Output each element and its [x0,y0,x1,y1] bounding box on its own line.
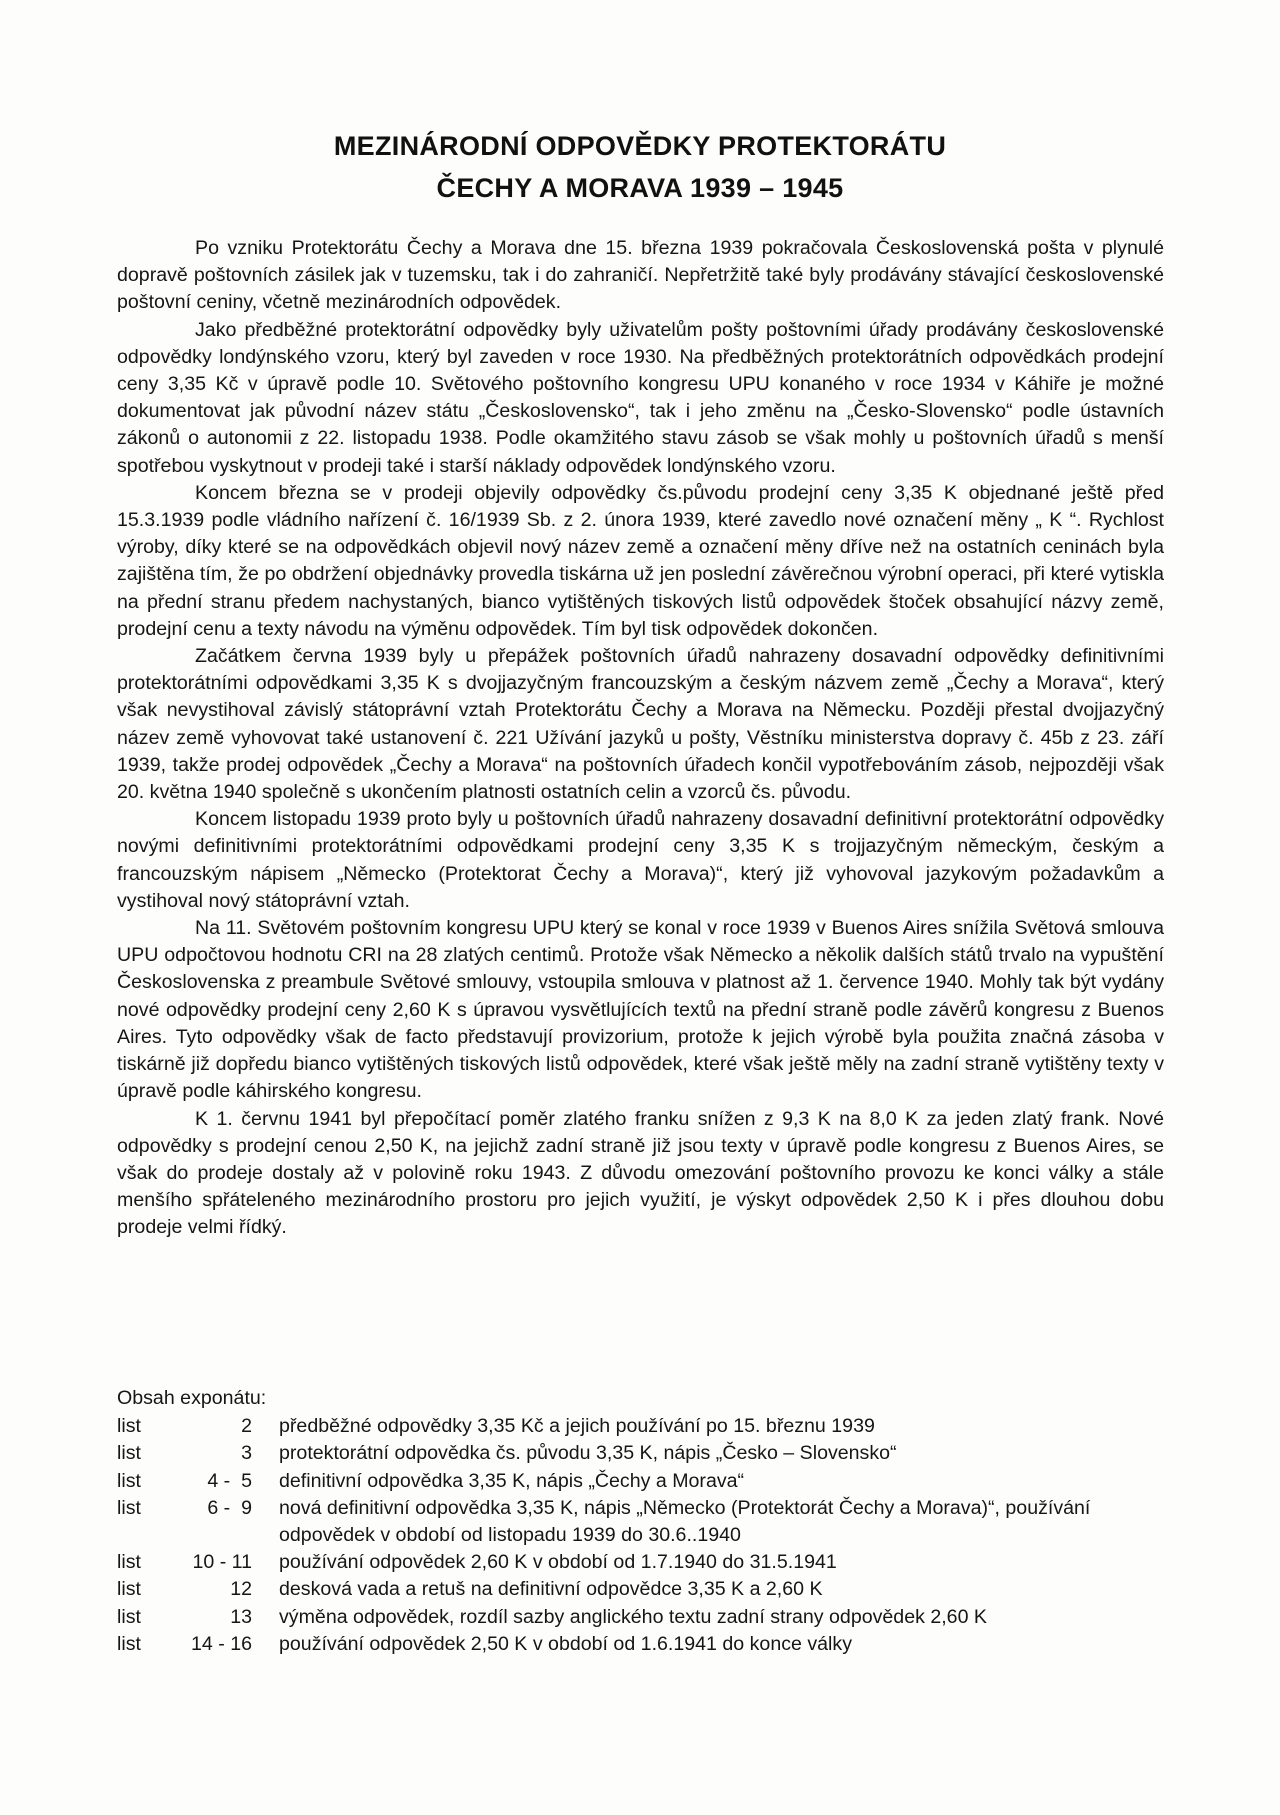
contents-row [117,1576,1177,1603]
row-sheets: 12 [230,1578,252,1601]
row-description: používání odpovědek 2,60 K v období od 1.7.1940 do 31.5.1941 [279,1551,837,1574]
paragraph: Koncem listopadu 1939 proto byly u poštovních úřadů nahrazeny dosavadní definitivní protektorátní odpovědky novými definitivními protektorátními odpovědkami prodejní ceny 3,35 K s trojjazyčným německým, českým a francouzským nápisem „Německo (Protektorat Čechy a Morava)“, který již vyhovoval jazykovým požadavkům a vystihoval nový státoprávní vztah. [117,808,1164,912]
contents-row [117,1604,1177,1631]
row-label: list [117,1632,141,1655]
row-sheets: 4 - 5 [207,1469,252,1492]
row-sheets: 6 - 9 [207,1496,252,1519]
row-description: definitivní odpovědka 3,35 K, nápis „Čechy a Morava“ [279,1469,745,1492]
paragraph: Koncem března se v prodeji objevily odpovědky čs.původu prodejní ceny 3,35 K objednané ještě před 15.3.1939 podle vládního nařízení č. 16/1939 Sb. z 2. února 1939, které zavedlo nové označení měny „ K “. Rychlost výroby, díky které se na odpovědkách objevil nový název země a označení měny dříve než na ostatních ceninách byla zajištěna tím, že po obdržení objednávky provedla tiskárna už jen poslední závěrečnou výrobní operaci, při které vytiskla na přední stranu předem nachystaných, bianco vytištěných tiskových listů odpovědek štoček obsahující názvy země, prodejní cenu a texty návodu na výměnu odpovědek. Tím byl tisk odpovědek dokončen. [117,481,1164,640]
contents-row [117,1549,1177,1576]
contents-row [117,1631,1177,1658]
row-label: list [117,1605,141,1628]
row-description: výměna odpovědek, rozdíl sazby anglického textu zadní strany odpovědek 2,60 K [279,1605,987,1628]
row-label: list [117,1496,141,1519]
title-line-2: ČECHY A MORAVA 1939 – 1945 [436,173,844,203]
paragraph: Na 11. Světovém poštovním kongresu UPU který se konal v roce 1939 v Buenos Aires snížila Světová smlouva UPU odpočtovou hodnotu CRI na 28 zlatých centimů. Protože však Německo a několik dalších států trvalo na vypuštění Československa z preambule Světové smlouvy, vstoupila smlouva v platnost až 1. července 1940. Mohly tak být vydány nové odpovědky prodejní ceny 2,60 K s úpravou vysvětlujících textů na přední straně podle závěrů kongresu z Buenos Aires. Tyto odpovědky však de facto představují provizorium, protože k jejich výrobě byla použita značná zásoba v tiskárně již dopředu bianco vytištěných tiskových listů odpovědek, které však ještě měly na zadní straně vytištěny texty v úpravě podle káhirského kongresu. [117,917,1164,1103]
row-description: desková vada a retuš na definitivní odpovědce 3,35 K a 2,60 K [279,1578,823,1601]
row-sheets: 3 [241,1442,252,1465]
row-label: list [117,1469,141,1492]
row-sheets: 14 - 16 [190,1632,252,1655]
title-line-1: MEZINÁRODNÍ ODPOVĚDKY PROTEKTORÁTU [333,131,947,161]
row-description: nová definitivní odpovědka 3,35 K, nápis „Německo (Protektorát Čechy a Morava)“, používání odpovědek v období od listopadu 1939 do 30.6..1940 [279,1496,1091,1547]
row-sheets: 2 [241,1415,252,1438]
paragraph: Jako předběžné protektorátní odpovědky byly uživatelům pošty poštovními úřady prodávány československé odpovědky londýnského vzoru, který byl zaveden v roce 1930. Na předběžných protektorátních odpovědkách prodejní ceny 3,35 Kč v úpravě podle 10. Světového poštovního kongresu UPU konaného v roce 1934 v Káhiře je možné dokumentovat jak původní název státu „Československo“, tak i jeho změnu na „Česko-Slovensko“ podle ústavních zákonů o autonomii z 22. listopadu 1938. Podle okamžitého stavu zásob se však mohly u poštovních úřadů s menší spotřebou vyskytnout v prodeji také i starší náklady odpovědek londýnského vzoru. [117,318,1164,477]
row-description: používání odpovědek 2,50 K v období od 1.6.1941 do konce války [279,1632,852,1655]
row-label: list [117,1442,141,1465]
row-label: list [117,1415,141,1438]
exhibit-contents [117,1385,1177,1658]
row-sheets: 13 [230,1605,252,1628]
document-title [0,125,1280,209]
document-body [117,235,1164,1242]
paragraph: Po vzniku Protektorátu Čechy a Morava dne 15. března 1939 pokračovala Československá pošta v plynulé dopravě poštovních zásilek jak v tuzemsku, tak i do zahraničí. Nepřetržitě také byly prodávány stávající československé poštovní ceniny, včetně mezinárodních odpovědek. [117,237,1164,314]
contents-row [117,1495,1177,1549]
row-description: předběžné odpovědky 3,35 Kč a jejich používání po 15. březnu 1939 [279,1415,875,1438]
contents-row [117,1413,1177,1440]
contents-row [117,1440,1177,1467]
contents-row [117,1468,1177,1495]
row-label: list [117,1551,141,1574]
contents-heading: Obsah exponátu: [117,1387,267,1409]
paragraph: Začátkem června 1939 byly u přepážek poštovních úřadů nahrazeny dosavadní odpovědky definitivními protektorátními odpovědkami 3,35 K s dvojjazyčným francouzským a českým názvem země „Čechy a Morava“, který však nevystihoval závislý státoprávní vztah Protektorátu Čechy a Morava na Německu. Později přestal dvojjazyčný název země vyhovovat také ustanovení č. 221 Užívání jazyků u pošty, Věstníku ministerstva dopravy č. 45b z 23. září 1939, takže prodej odpovědek „Čechy a Morava“ na poštovních úřadech končil vypotřebováním zásob, nejpozději však 20. května 1940 společně s ukončením platnosti ostatních celin a vzorců čs. původu. [117,645,1164,804]
row-label: list [117,1578,141,1601]
row-description: protektorátní odpovědka čs. původu 3,35 K, nápis „Česko – Slovensko“ [279,1442,897,1465]
row-sheets: 10 - 11 [192,1551,252,1574]
paragraph: K 1. červnu 1941 byl přepočítací poměr zlatého franku snížen z 9,3 K na 8,0 K za jeden zlatý frank. Nové odpovědky s prodejní cenou 2,50 K, na jejichž zadní straně již jsou texty v úpravě podle kongresu z Buenos Aires, se však do prodeje dostaly až v polovině roku 1943. Z důvodu omezování poštovního provozu ke konci války a stále menšího spřáteleného mezinárodního prostoru pro jejich využití, je výskyt odpovědek 2,50 K i přes dlouhou dobu prodeje velmi řídký. [117,1107,1164,1239]
